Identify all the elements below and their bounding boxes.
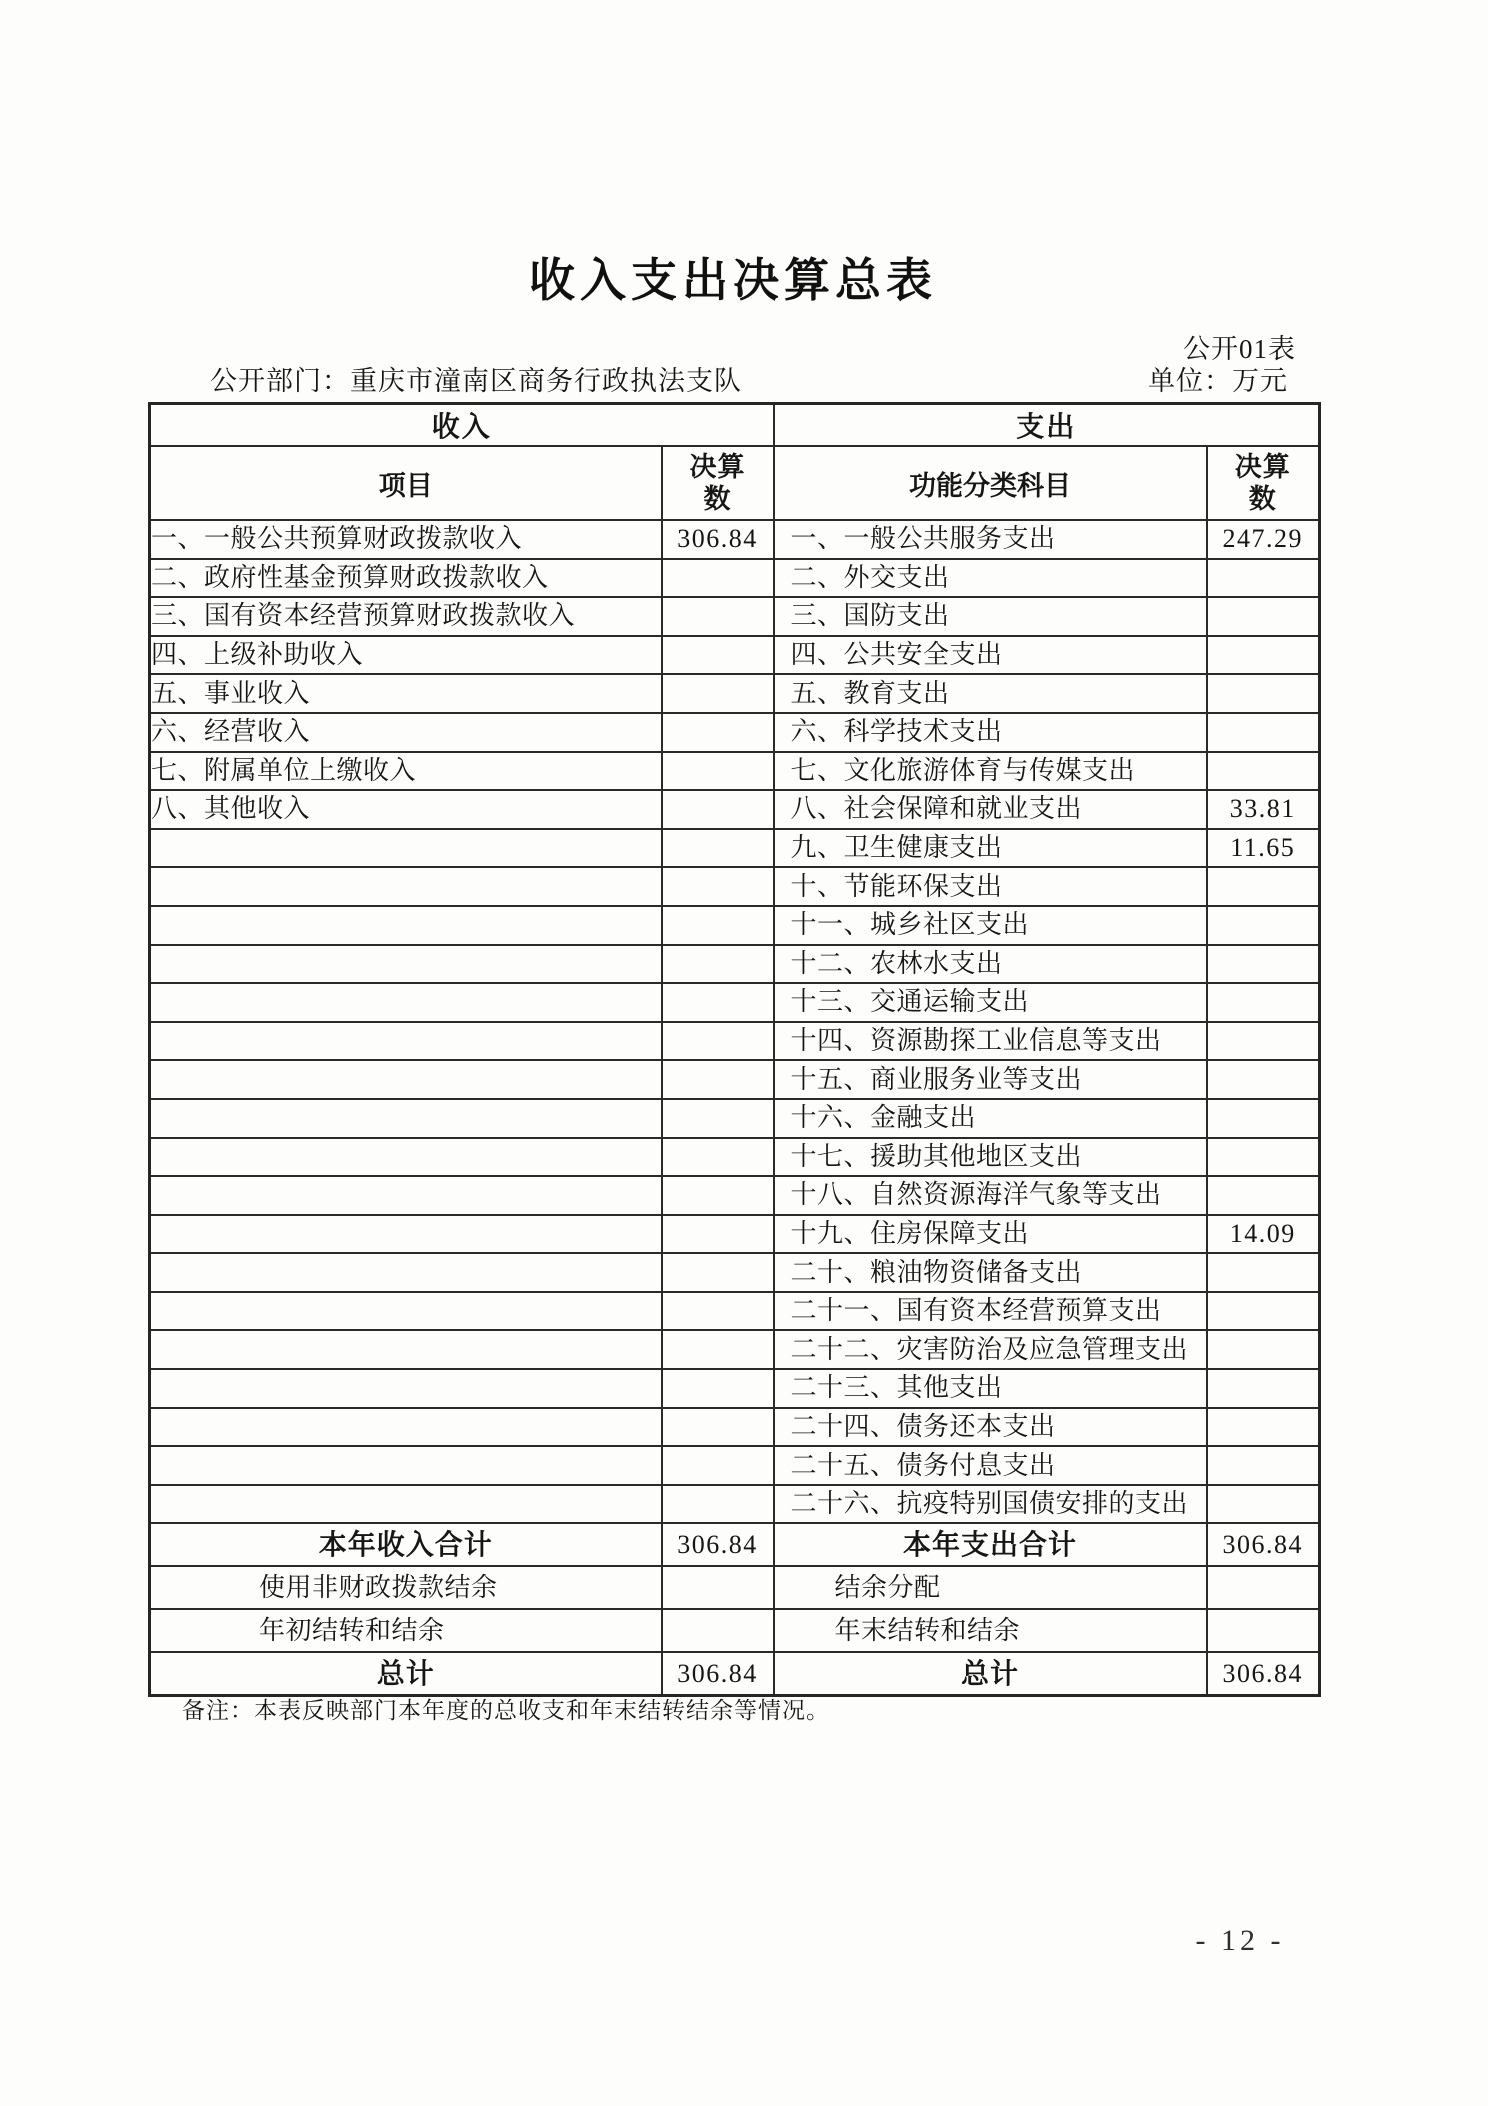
expense-item-cell: 十、节能环保支出 (774, 867, 1207, 906)
page-number: - 12 - (1195, 1924, 1285, 1957)
expense-item-cell: 十三、交通运输支出 (774, 983, 1207, 1022)
expense-item-cell: 二十三、其他支出 (774, 1369, 1207, 1408)
expense-amount-column-header: 决算数 (1207, 446, 1320, 520)
table-row (150, 1485, 1320, 1524)
expense-amount-cell (1207, 597, 1320, 636)
expense-item-cell: 六、科学技术支出 (774, 713, 1207, 752)
table-row (150, 1408, 1320, 1447)
table-row (150, 1022, 1320, 1061)
expense-item-cell: 十四、资源勘探工业信息等支出 (774, 1022, 1207, 1061)
income-item-cell: 八、其他收入 (150, 790, 662, 829)
expense-item-cell: 二、外交支出 (774, 559, 1207, 598)
income-item-cell (150, 1060, 662, 1099)
expense-amount-cell (1207, 1330, 1320, 1369)
income-section-header: 收入 (150, 404, 774, 447)
table-row (150, 867, 1320, 906)
table-body (150, 520, 1320, 1695)
income-summary-amount-cell: 306.84 (662, 1652, 774, 1695)
table-row (150, 1253, 1320, 1292)
income-item-cell: 四、上级补助收入 (150, 636, 662, 675)
income-item-cell (150, 829, 662, 868)
income-summary-label-cell: 年初结转和结余 (150, 1609, 662, 1652)
expense-summary-amount-cell (1207, 1609, 1320, 1652)
expense-section-header: 支出 (774, 404, 1320, 447)
income-amount-cell (662, 674, 774, 713)
expense-amount-cell: 14.09 (1207, 1215, 1320, 1254)
footnote: 备注：本表反映部门本年度的总收支和年末结转结余等情况。 (182, 1698, 830, 1723)
income-amount-cell (662, 559, 774, 598)
expense-item-cell: 十七、援助其他地区支出 (774, 1138, 1207, 1177)
expense-item-cell: 四、公共安全支出 (774, 636, 1207, 675)
income-summary-amount-cell (662, 1609, 774, 1652)
table-row (150, 1215, 1320, 1254)
expense-amount-cell (1207, 983, 1320, 1022)
table-row (150, 636, 1320, 675)
expense-summary-label-cell: 本年支出合计 (774, 1523, 1207, 1566)
expense-amount-cell: 11.65 (1207, 829, 1320, 868)
income-amount-cell (662, 790, 774, 829)
expense-amount-cell (1207, 906, 1320, 945)
income-item-cell (150, 1099, 662, 1138)
income-summary-amount-cell: 306.84 (662, 1523, 774, 1566)
income-item-cell: 三、国有资本经营预算财政拨款收入 (150, 597, 662, 636)
expense-item-cell: 七、文化旅游体育与传媒支出 (774, 752, 1207, 791)
table-row (150, 945, 1320, 984)
income-amount-cell (662, 983, 774, 1022)
income-summary-label-cell: 本年收入合计 (150, 1523, 662, 1566)
income-item-cell (150, 1176, 662, 1215)
expense-summary-amount-cell: 306.84 (1207, 1652, 1320, 1695)
income-item-cell: 五、事业收入 (150, 674, 662, 713)
summary-row (150, 1609, 1320, 1652)
expense-amount-cell (1207, 752, 1320, 791)
department-line: 公开部门：重庆市潼南区商务行政执法支队 (210, 366, 742, 396)
income-amount-cell (662, 752, 774, 791)
expense-item-column-header: 功能分类科目 (774, 446, 1207, 520)
expense-item-cell: 二十五、债务付息支出 (774, 1446, 1207, 1485)
table-row (150, 1446, 1320, 1485)
expense-amount-cell (1207, 713, 1320, 752)
expense-amount-cell (1207, 1485, 1320, 1524)
income-amount-cell (662, 1215, 774, 1254)
table-row (150, 1176, 1320, 1215)
expense-summary-label-cell: 总计 (774, 1652, 1207, 1695)
unit-label: 单位：万元 (1148, 366, 1288, 396)
income-item-cell (150, 1330, 662, 1369)
expense-summary-label-cell: 结余分配 (774, 1566, 1207, 1609)
section-header-row (150, 404, 1320, 447)
income-item-cell: 七、附属单位上缴收入 (150, 752, 662, 791)
income-amount-cell (662, 867, 774, 906)
income-amount-cell (662, 1099, 774, 1138)
income-item-cell (150, 1292, 662, 1331)
income-item-cell: 六、经营收入 (150, 713, 662, 752)
income-amount-cell (662, 1330, 774, 1369)
income-item-cell: 二、政府性基金预算财政拨款收入 (150, 559, 662, 598)
income-amount-cell (662, 906, 774, 945)
table-row (150, 752, 1320, 791)
income-item-cell (150, 1138, 662, 1177)
expense-summary-amount-cell (1207, 1566, 1320, 1609)
income-item-cell (150, 1215, 662, 1254)
summary-row (150, 1652, 1320, 1695)
table-row (150, 1369, 1320, 1408)
income-item-cell (150, 1408, 662, 1447)
income-item-cell (150, 1253, 662, 1292)
expense-amount-cell (1207, 1022, 1320, 1061)
table-row (150, 983, 1320, 1022)
expense-item-cell: 八、社会保障和就业支出 (774, 790, 1207, 829)
expense-amount-cell (1207, 636, 1320, 675)
expense-item-cell: 十六、金融支出 (774, 1099, 1207, 1138)
income-amount-cell (662, 713, 774, 752)
expense-amount-cell (1207, 1253, 1320, 1292)
income-amount-cell (662, 945, 774, 984)
page-title: 收入支出决算总表 (529, 254, 937, 306)
expense-item-cell: 二十六、抗疫特别国债安排的支出 (774, 1485, 1207, 1524)
expense-summary-amount-cell: 306.84 (1207, 1523, 1320, 1566)
table-row (150, 520, 1320, 559)
table-code: 公开01表 (1183, 334, 1296, 364)
table-row (150, 1138, 1320, 1177)
expense-item-cell: 二十二、灾害防治及应急管理支出 (774, 1330, 1207, 1369)
income-amount-cell (662, 1253, 774, 1292)
table-row (150, 597, 1320, 636)
income-amount-cell (662, 1138, 774, 1177)
column-header-row (150, 446, 1320, 520)
income-amount-cell (662, 1022, 774, 1061)
table-row (150, 674, 1320, 713)
expense-item-cell: 二十四、债务还本支出 (774, 1408, 1207, 1447)
income-amount-cell (662, 597, 774, 636)
income-summary-amount-cell (662, 1566, 774, 1609)
income-item-cell (150, 1022, 662, 1061)
expense-amount-cell (1207, 867, 1320, 906)
summary-row (150, 1523, 1320, 1566)
income-item-cell (150, 945, 662, 984)
income-summary-label-cell: 总计 (150, 1652, 662, 1695)
table-row (150, 829, 1320, 868)
expense-amount-cell (1207, 559, 1320, 598)
table-row (150, 1099, 1320, 1138)
expense-item-cell: 二十、粮油物资储备支出 (774, 1253, 1207, 1292)
expense-item-cell: 二十一、国有资本经营预算支出 (774, 1292, 1207, 1331)
expense-item-cell: 五、教育支出 (774, 674, 1207, 713)
income-amount-cell (662, 1485, 774, 1524)
table-row (150, 713, 1320, 752)
expense-amount-cell: 247.29 (1207, 520, 1320, 559)
table-row (150, 1292, 1320, 1331)
expense-amount-cell (1207, 1408, 1320, 1447)
expense-amount-cell (1207, 1099, 1320, 1138)
meta-row (210, 359, 1288, 398)
income-item-cell (150, 1485, 662, 1524)
expense-amount-cell (1207, 1446, 1320, 1485)
income-amount-cell (662, 1060, 774, 1099)
table-row (150, 1330, 1320, 1369)
table-row (150, 906, 1320, 945)
income-item-cell: 一、一般公共预算财政拨款收入 (150, 520, 662, 559)
income-item-cell (150, 906, 662, 945)
expense-item-cell: 十一、城乡社区支出 (774, 906, 1207, 945)
table-row (150, 790, 1320, 829)
expense-item-cell: 十九、住房保障支出 (774, 1215, 1207, 1254)
expense-amount-cell (1207, 1060, 1320, 1099)
income-amount-column-header: 决算数 (662, 446, 774, 520)
expense-item-cell: 一、一般公共服务支出 (774, 520, 1207, 559)
expense-item-cell: 十二、农林水支出 (774, 945, 1207, 984)
income-item-cell (150, 1446, 662, 1485)
expense-item-cell: 十五、商业服务业等支出 (774, 1060, 1207, 1099)
table-row (150, 559, 1320, 598)
income-amount-cell (662, 1446, 774, 1485)
expense-amount-cell (1207, 1292, 1320, 1331)
expense-summary-label-cell: 年末结转和结余 (774, 1609, 1207, 1652)
income-amount-cell (662, 636, 774, 675)
income-amount-cell: 306.84 (662, 520, 774, 559)
expense-amount-cell (1207, 674, 1320, 713)
income-item-column-header: 项目 (150, 446, 662, 520)
income-item-cell (150, 1369, 662, 1408)
expense-amount-cell (1207, 1369, 1320, 1408)
income-item-cell (150, 867, 662, 906)
expense-amount-cell (1207, 1138, 1320, 1177)
expense-item-cell: 十八、自然资源海洋气象等支出 (774, 1176, 1207, 1215)
expense-amount-cell (1207, 945, 1320, 984)
expense-item-cell: 三、国防支出 (774, 597, 1207, 636)
expense-amount-cell: 33.81 (1207, 790, 1320, 829)
expense-item-cell: 九、卫生健康支出 (774, 829, 1207, 868)
income-amount-cell (662, 1369, 774, 1408)
income-amount-cell (662, 829, 774, 868)
budget-summary-table (148, 402, 1321, 1697)
income-amount-cell (662, 1408, 774, 1447)
income-amount-cell (662, 1292, 774, 1331)
expense-amount-cell (1207, 1176, 1320, 1215)
table-row (150, 1060, 1320, 1099)
income-summary-label-cell: 使用非财政拨款结余 (150, 1566, 662, 1609)
income-amount-cell (662, 1176, 774, 1215)
income-item-cell (150, 983, 662, 1022)
summary-row (150, 1566, 1320, 1609)
